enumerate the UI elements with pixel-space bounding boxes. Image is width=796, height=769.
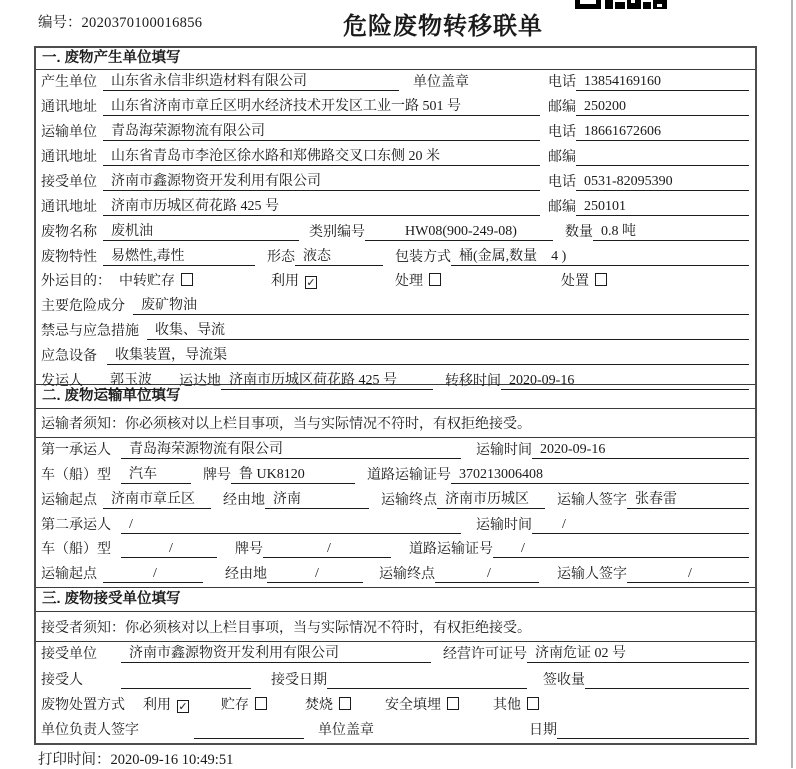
print-time-value: 2020-09-16 10:49:51: [110, 752, 234, 768]
option-label: 焚烧: [305, 697, 333, 713]
row-responsible-sign: [36, 718, 755, 743]
section-3-notice: [36, 612, 755, 642]
option-label: 处理: [395, 274, 423, 289]
row-waste-character: [36, 245, 755, 270]
vehicle-type-label: 车（船）型: [41, 542, 111, 558]
destination-value: 济南市历城区荷花路 425 号: [221, 369, 433, 390]
taboo-measures-value: 收集、导流: [147, 319, 749, 340]
row-disposal-method: [36, 693, 755, 718]
permit-number-label: 经营许可证号: [443, 647, 527, 663]
serial-value: 2020370100016856: [81, 15, 203, 31]
road-license-value: /: [493, 541, 749, 558]
option-label: 利用: [143, 697, 171, 713]
end-value: 济南市历城区: [437, 488, 545, 509]
taboo-measures-label: 禁忌与应急措施: [41, 324, 139, 339]
transport-time-value: 2020-09-16: [532, 442, 749, 459]
transport-time-label: 运输时间: [476, 517, 532, 533]
transfer-time-value: 2020-09-16: [501, 373, 749, 390]
zip-label: 邮编: [548, 150, 576, 165]
section-1-header: 一. 废物产生单位填写: [36, 48, 755, 70]
receive-date-value: [327, 688, 527, 689]
carrier-sign-label: 运输人签字: [557, 493, 627, 508]
responsible-sign-label: 单位负责人签字: [41, 723, 139, 738]
disposal-method-label: 废物处置方式: [41, 697, 125, 713]
row-transport-unit: [36, 120, 755, 145]
start-value: 济南市章丘区: [103, 488, 211, 509]
section-3-body: [36, 642, 755, 743]
second-carrier-value: /: [121, 517, 461, 534]
start-value: /: [103, 566, 203, 583]
phone-label: 电话: [548, 75, 576, 90]
page-right-edge-divider: [791, 0, 793, 768]
road-license-label: 道路运输证号: [409, 542, 493, 558]
serial-number: [38, 11, 202, 32]
transport-unit-value: 青岛海荣源物流有限公司: [103, 120, 540, 141]
print-time-label: 打印时间：: [38, 752, 111, 768]
address-value: 山东省济南市章丘区明水经济技术开发区工业一路 501 号: [103, 95, 540, 116]
hazard-component-value: 废矿物油: [133, 294, 749, 315]
phone-value: 0531-82095390: [576, 174, 749, 191]
date-label: 日期: [529, 723, 557, 738]
option-label: 处置: [561, 274, 589, 289]
print-time: [38, 748, 233, 769]
date-value: [557, 738, 749, 739]
section-2-body: [36, 438, 755, 588]
checkbox-utilize: ✓: [306, 276, 316, 289]
option-transfer-storage: [119, 270, 193, 290]
address-value: 山东省青岛市李沧区徐水路和郑佛路交叉口东侧 20 米: [103, 145, 540, 166]
form-value: 液态: [295, 245, 383, 266]
transport-time-value: /: [532, 517, 749, 534]
form-label: 形态: [267, 250, 295, 265]
page-title: 危险废物转移联单: [343, 13, 543, 40]
emergency-equipment-value: 收集装置，导流渠: [107, 344, 749, 365]
option-label: 中转贮存: [119, 274, 175, 289]
vehicle-type-value: 汽车: [121, 463, 191, 484]
purpose-label: 外运目的：: [41, 274, 111, 289]
section-3-header: 三. 废物接受单位填写: [36, 588, 755, 612]
zip-value: [576, 165, 749, 166]
vehicle-type-value: /: [121, 541, 217, 558]
waste-character-value: 易燃性,毒性: [103, 245, 255, 266]
shipper-label: 发运人: [41, 374, 83, 389]
waste-name-label: 废物名称: [41, 225, 97, 240]
signed-amount-label: 签收量: [543, 672, 585, 688]
waste-name-value: 废机油: [103, 220, 299, 241]
via-label: 经由地: [223, 493, 265, 508]
phone-label: 电话: [548, 125, 576, 140]
row-second-carrier: [36, 513, 755, 538]
category-code-value: HW08(900-249-08): [365, 224, 553, 241]
row-vehicle-2: [36, 538, 755, 563]
checkbox-other: [527, 697, 539, 710]
qr-code-fragment-icon: [575, 0, 667, 10]
section-2-header: 二. 废物运输单位填写: [36, 385, 755, 409]
unit-seal-label: 单位盖章: [318, 723, 374, 738]
address-value: 济南市历城区荷花路 425 号: [103, 195, 540, 216]
end-label: 运输终点: [379, 567, 435, 583]
road-license-value: 370213006408: [451, 467, 749, 484]
option-utilize: [143, 694, 189, 714]
checkbox-treat: [429, 273, 441, 286]
receive-unit-value: 济南市鑫源物资开发利用有限公司: [121, 642, 431, 663]
package-value: 桶(金属,数量 4 ): [451, 245, 749, 266]
zip-value: 250101: [576, 199, 749, 216]
phone-value: 13854169160: [576, 74, 749, 91]
row-first-carrier: [36, 438, 755, 463]
receive-unit-label: 接受单位: [41, 647, 97, 663]
row-route-1: [36, 488, 755, 513]
row-outbound-purpose: [36, 270, 755, 294]
checkbox-utilize: ✓: [178, 699, 188, 713]
receive-date-label: 接受日期: [271, 672, 327, 688]
category-code-label: 类别编号: [309, 225, 365, 240]
row-produce-address: [36, 95, 755, 120]
destination-label: 运达地: [179, 374, 221, 389]
start-label: 运输起点: [41, 493, 97, 508]
produce-unit-value: 山东省永信非织造材料有限公司: [103, 70, 399, 91]
transporter-notice-text: 运输者须知：你必须核对以上栏目事项，当与实际情况不符时，有权拒绝接受。: [41, 417, 531, 432]
zip-label: 邮编: [548, 200, 576, 215]
checkbox-dispose: [595, 273, 607, 286]
plate-label: 牌号: [235, 542, 263, 558]
option-label: 利用: [271, 274, 299, 289]
quantity-value: 0.8 吨: [593, 220, 749, 241]
address-label: 通讯地址: [41, 150, 97, 165]
row-emergency-equipment: [36, 344, 755, 369]
via-value: /: [267, 566, 363, 583]
first-carrier-label: 第一承运人: [41, 443, 111, 458]
package-label: 包装方式: [395, 250, 451, 265]
second-carrier-label: 第二承运人: [41, 517, 111, 533]
section-1-body: [36, 70, 755, 389]
waste-character-label: 废物特性: [41, 250, 97, 265]
transfer-time-label: 转移时间: [445, 374, 501, 389]
checkbox-store: [255, 697, 267, 710]
row-hazard-component: [36, 294, 755, 319]
row-route-2: [36, 562, 755, 587]
signed-amount-value: [585, 688, 749, 689]
receiver-notice-text: 接受者须知：你必须核对以上栏目事项，当与实际情况不符时，有权拒绝接受。: [41, 620, 531, 636]
receiver-value: [121, 688, 251, 689]
produce-unit-label: 产生单位: [41, 75, 97, 90]
row-waste-name: [36, 220, 755, 245]
row-receive-unit-confirm: [36, 642, 755, 667]
option-dispose: [561, 270, 607, 290]
address-label: 通讯地址: [41, 100, 97, 115]
road-license-label: 道路运输证号: [367, 468, 451, 483]
end-value: /: [435, 566, 539, 583]
receive-unit-label: 接受单位: [41, 175, 97, 190]
phone-value: 18661672606: [576, 124, 749, 141]
permit-number-value: 济南危证 02 号: [527, 642, 749, 663]
start-label: 运输起点: [41, 567, 97, 583]
via-value: 济南: [265, 488, 369, 509]
option-label: 贮存: [221, 697, 249, 713]
serial-label: 编号：: [38, 15, 82, 31]
quantity-label: 数量: [565, 225, 593, 240]
transport-unit-label: 运输单位: [41, 125, 97, 140]
plate-value: /: [263, 541, 391, 558]
row-receive-address: [36, 195, 755, 220]
option-incinerate: [305, 694, 351, 714]
hazard-component-label: 主要危险成分: [41, 299, 125, 314]
option-other: [493, 694, 539, 714]
zip-value: 250200: [576, 99, 749, 116]
unit-seal-label: 单位盖章: [413, 75, 469, 90]
carrier-sign-value: 张春雷: [627, 488, 749, 509]
option-utilize: [271, 270, 317, 290]
transport-time-label: 运输时间: [476, 443, 532, 458]
emergency-equipment-label: 应急设备: [41, 349, 97, 364]
receiver-label: 接受人: [41, 672, 83, 688]
option-store: [221, 694, 267, 714]
responsible-sign-value: [194, 738, 304, 739]
carrier-sign-value: /: [627, 566, 749, 583]
row-vehicle-1: [36, 463, 755, 488]
shipper-value: 郭玉波: [97, 369, 161, 390]
carrier-sign-label: 运输人签字: [557, 567, 627, 583]
option-landfill: [385, 694, 459, 714]
first-carrier-value: 青岛海荣源物流有限公司: [121, 438, 461, 459]
phone-label: 电话: [548, 175, 576, 190]
row-transport-address: [36, 145, 755, 170]
option-label: 其他: [493, 697, 521, 713]
option-treat: [395, 270, 441, 290]
plate-value: 鲁 UK8120: [231, 463, 355, 484]
via-label: 经由地: [225, 567, 267, 583]
checkbox-incinerate: [339, 697, 351, 710]
transfer-form-table: [34, 46, 757, 745]
row-produce-unit: [36, 70, 755, 95]
vehicle-type-label: 车（船）型: [41, 468, 111, 483]
row-receiver: [36, 667, 755, 692]
zip-label: 邮编: [548, 100, 576, 115]
checkbox-landfill: [447, 697, 459, 710]
end-label: 运输终点: [381, 493, 437, 508]
plate-label: 牌号: [203, 468, 231, 483]
address-label: 通讯地址: [41, 200, 97, 215]
checkbox-transfer-storage: [181, 273, 193, 286]
option-label: 安全填埋: [385, 697, 441, 713]
row-receive-unit: [36, 170, 755, 195]
receive-unit-value: 济南市鑫源物资开发利用有限公司: [103, 170, 540, 191]
section-2-notice: [36, 409, 755, 438]
row-taboo-measures: [36, 319, 755, 344]
